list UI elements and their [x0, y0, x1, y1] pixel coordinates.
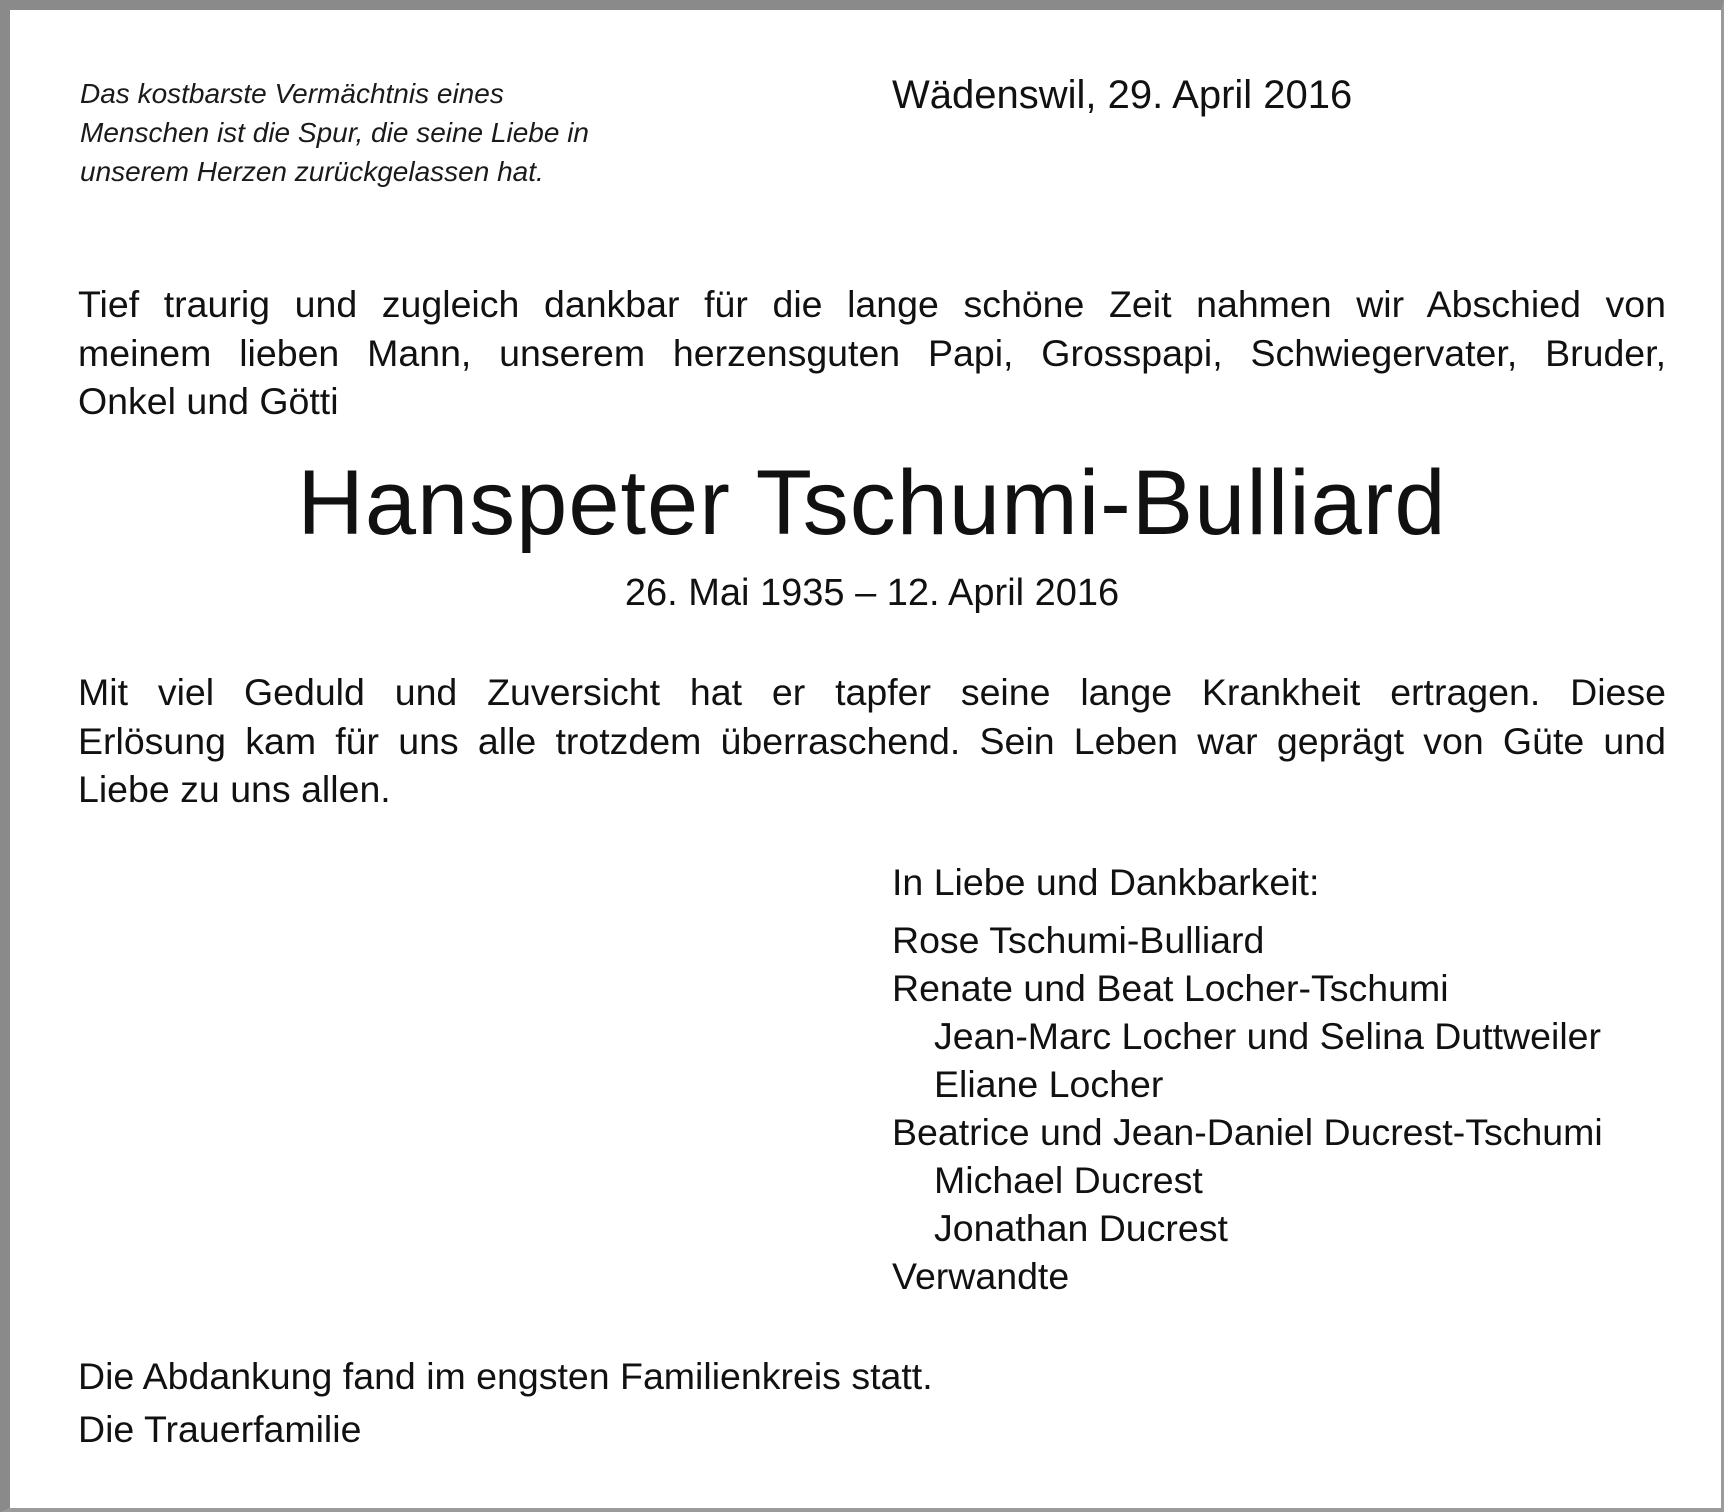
- place-and-date: Wädenswil, 29. April 2016: [892, 73, 1353, 117]
- intro-line: meinem lieben Mann, unserem herzensguten Papi, Grosspapi, Schwiegervater, Bruder,: [78, 331, 1666, 374]
- motto-line: unserem Herzen zurückgelassen hat.: [80, 156, 544, 187]
- signatory-name: Rose Tschumi-Bulliard: [892, 919, 1265, 961]
- motto-line: Menschen ist die Spur, die seine Liebe in: [80, 117, 589, 148]
- signatory-name: Renate und Beat Locher-Tschumi: [892, 967, 1449, 1009]
- signatory-name: Jean-Marc Locher und Selina Duttweiler: [934, 1015, 1601, 1057]
- message-paragraph: [78, 668, 1666, 814]
- intro-paragraph: [78, 280, 1666, 426]
- signatories-heading: In Liebe und Dankbarkeit:: [892, 861, 1320, 903]
- motto-line: Das kostbarste Vermächtnis eines: [80, 78, 504, 109]
- closing-block: [78, 1350, 933, 1456]
- signatory-name: Jonathan Ducrest: [934, 1207, 1228, 1249]
- message-line: Liebe zu uns allen.: [78, 768, 391, 810]
- intro-line: Tief traurig und zugleich dankbar für die lange schöne Zeit nahmen wir Abschied von: [78, 283, 1666, 325]
- signatory-name: Verwandte: [892, 1255, 1070, 1297]
- funeral-note: Die Abdankung fand im engsten Familienkreis statt.: [78, 1355, 933, 1397]
- signatory-name: Eliane Locher: [934, 1063, 1164, 1105]
- message-line: Mit viel Geduld und Zuversicht hat er tapfer seine lange Krankheit ertragen. Diese: [78, 671, 1666, 713]
- signatories-list: [892, 916, 1603, 1300]
- intro-line: Onkel und Götti: [78, 380, 339, 422]
- sender-line: Die Trauerfamilie: [78, 1408, 362, 1450]
- signatory-name: Beatrice und Jean-Daniel Ducrest-Tschumi: [892, 1111, 1603, 1153]
- signatories-block: [892, 858, 1603, 1300]
- message-line: Erlösung kam für uns alle trotzdem überraschend. Sein Leben war geprägt von Güte und: [78, 719, 1666, 762]
- life-dates: 26. Mai 1935 – 12. April 2016: [624, 572, 1120, 614]
- signatory-name: Michael Ducrest: [934, 1159, 1203, 1201]
- deceased-name: Hanspeter Tschumi-Bulliard: [297, 452, 1447, 554]
- motto-quote: [80, 74, 700, 191]
